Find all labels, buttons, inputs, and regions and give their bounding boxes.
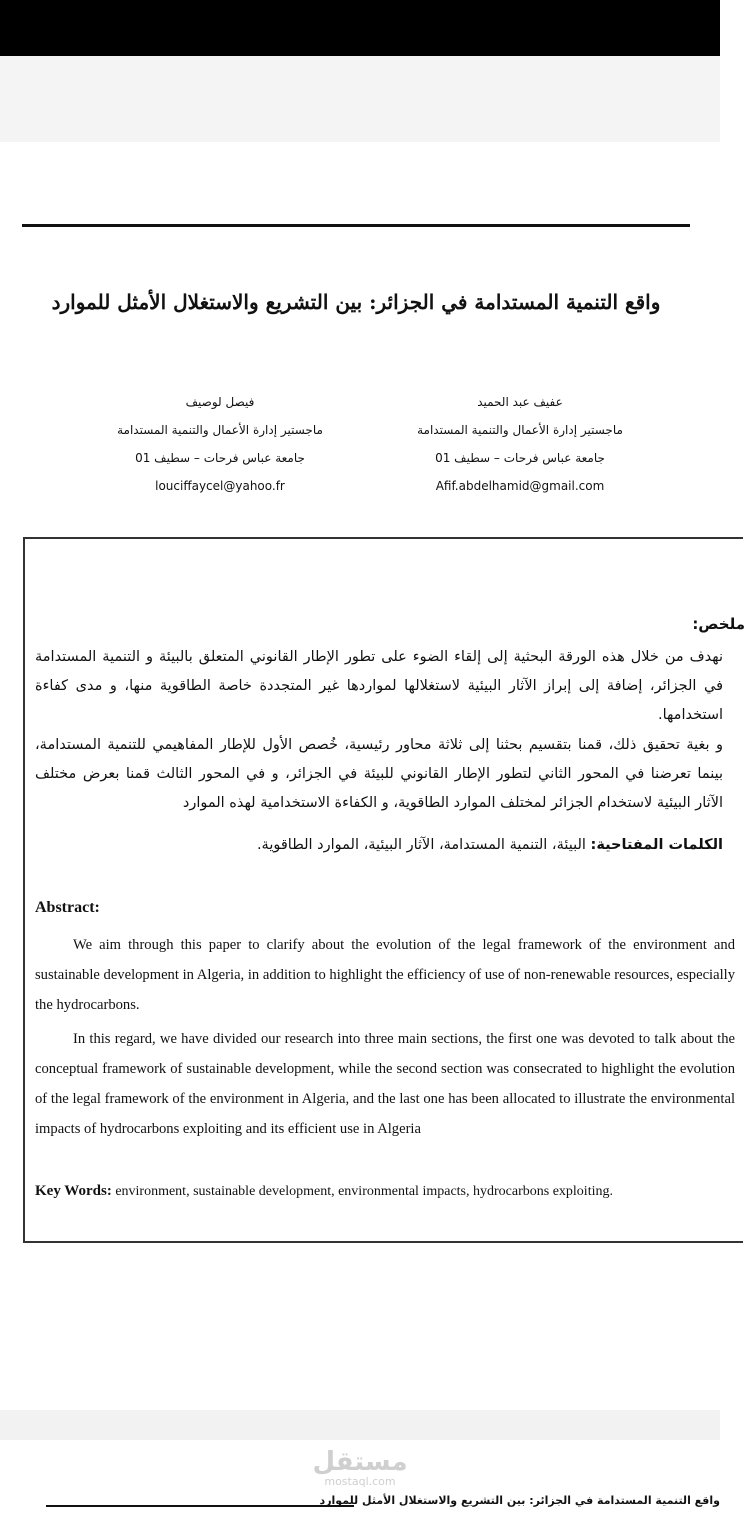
- watermark-logo: [300, 1448, 420, 1488]
- english-abstract-paragraph-1: We aim through this paper to clarify about the evolution of the legal framework of the environment and sustainable development in Algeria, in addition to highlight the efficiency of use of non-renewable resources, especially the hydrocarbons.: [35, 937, 735, 1013]
- author-role: ماجستير إدارة الأعمال والتنمية المستدامة: [417, 423, 623, 437]
- arabic-abstract-heading: ملخص:: [692, 615, 745, 633]
- arabic-abstract-paragraph-2: و بغية تحقيق ذلك، قمنا بتقسيم بحثنا إلى ثلاثة محاور رئيسية، خُصص الأول للإطار المفاهيمي للتنمية المستدامة، بينما تعرضنا في المحور الثاني لتطور الإطار القانوني للبيئة في الجزائر، و في المحور الثالث قمنا بعرض مختلف الآثار البيئية لاستخدام الجزائر لمختلف الموارد الطاقوية، و الكفاءة الاستخدامية لهذه الموارد: [35, 737, 723, 811]
- author-role: ماجستير إدارة الأعمال والتنمية المستدامة: [117, 423, 323, 437]
- english-abstract-heading: Abstract:: [35, 899, 100, 916]
- arabic-keywords-label: الكلمات المفتاحية:: [590, 837, 723, 853]
- english-abstract-paragraph-2: In this regard, we have divided our research into three main sections, the first one was devoted to talk about the conceptual framework of sustainable development, while the second section was consecrated to highlight the evolution of the legal framework of the environment in Algeria, and the last one has been allocated to illustrate the environmental impacts of hydrocarbons exploiting and its efficient use in Algeria: [35, 1031, 735, 1137]
- header-rule: [22, 224, 690, 227]
- watermark-text: مستقل: [312, 1447, 408, 1477]
- paper-title: واقع التنمية المستدامة في الجزائر: بين التشريع والاستغلال الأمثل للموارد: [51, 290, 661, 314]
- english-keywords-label: Key Words:: [35, 1183, 112, 1199]
- arabic-keywords-list: البيئة، التنمية المستدامة، الآثار البيئية، الموارد الطاقوية.: [256, 837, 586, 853]
- running-header-rule: [46, 1505, 354, 1507]
- author-email: Afif.abdelhamid@gmail.com: [435, 479, 605, 493]
- author-email: louciffaycel@yahoo.fr: [155, 479, 285, 493]
- abstract-box: [23, 537, 743, 1243]
- document-page: [0, 142, 745, 1410]
- status-bar: [0, 0, 720, 56]
- english-keywords: [35, 1183, 735, 1200]
- arabic-abstract-paragraph-1: نهدف من خلال هذه الورقة البحثية إلى إلقاء الضوء على تطور الإطار القانوني المتعلق بالبيئة و التنمية المستدامة في الجزائر، إضافة إلى إبراز الآثار البيئية لاستغلالها لمواردها غير المتجددة خاصة الطاقوية منها، و مدى كفاءة استخدامها.: [35, 649, 723, 723]
- author-block-1: [370, 388, 670, 500]
- watermark-url: mostaql.com: [324, 1475, 396, 1488]
- author-name: عفيف عبد الحميد: [477, 395, 563, 409]
- english-keywords-list: environment, sustainable development, environmental impacts, hydrocarbons exploiting.: [115, 1184, 613, 1199]
- author-block-2: [70, 388, 370, 500]
- viewer-gap: [0, 56, 720, 142]
- arabic-keywords: [35, 837, 723, 853]
- running-header: واقع التنمية المستدامة في الجزائر: بين التشريع والاستغلال الأمثل للموارد: [319, 1494, 720, 1507]
- author-university: جامعة عباس فرحات – سطيف 01: [135, 451, 305, 465]
- page-gap: [0, 1410, 720, 1440]
- author-name: فيصل لوصيف: [185, 395, 255, 409]
- author-university: جامعة عباس فرحات – سطيف 01: [435, 451, 605, 465]
